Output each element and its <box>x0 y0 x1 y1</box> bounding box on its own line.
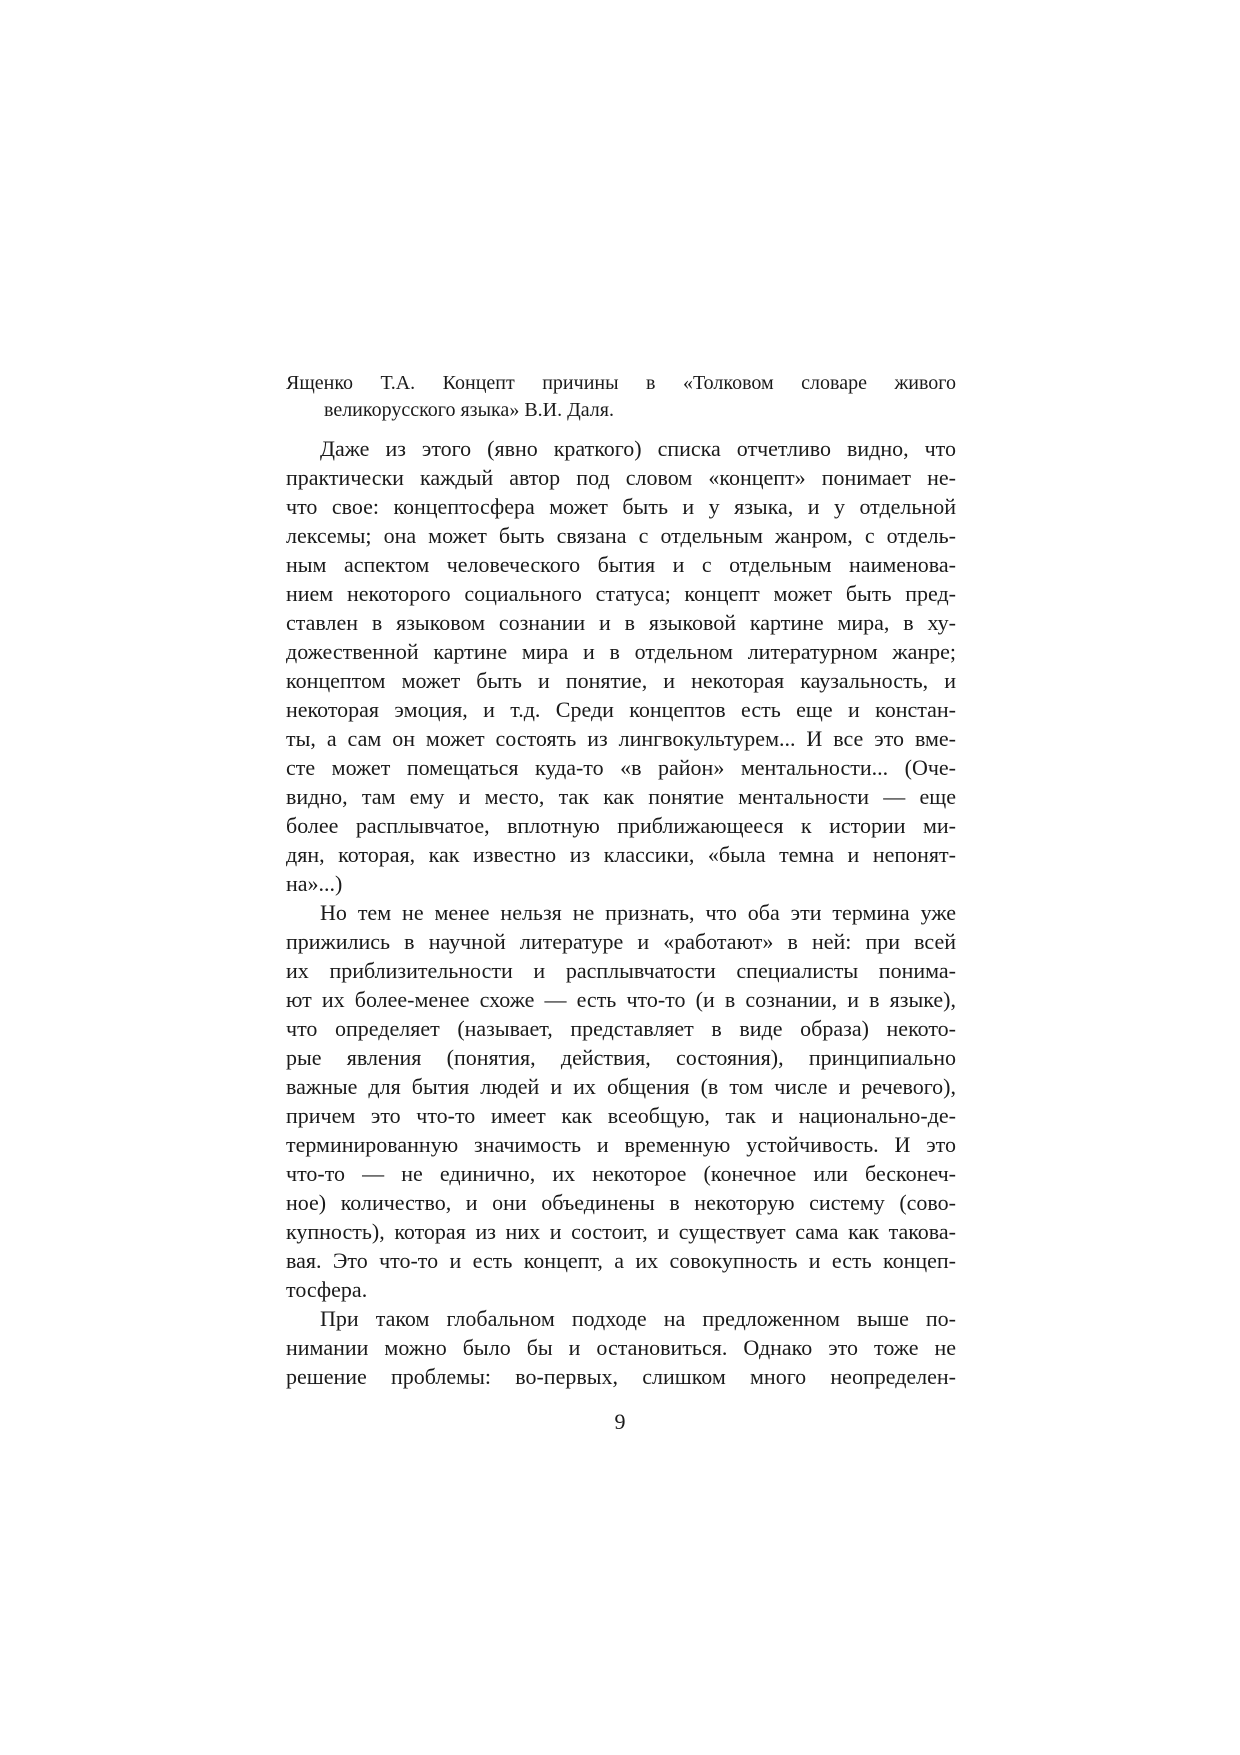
text-line: решение проблемы: во-первых, слишком много неопределен- <box>286 1364 956 1389</box>
text-line: концептом может быть и понятие, и некоторая каузальность, и <box>286 668 956 693</box>
text-line: что-то — не единично, их некоторое (конечное или бесконеч- <box>286 1161 956 1186</box>
text-line: ют их более-менее схоже — есть что-то (и в сознании, и в языке), <box>286 987 956 1012</box>
text-line: практически каждый автор под словом «концепт» понимает не- <box>286 465 956 490</box>
text-line: лексемы; она может быть связана с отдельным жанром, с отдель- <box>286 523 956 548</box>
text-line: сте может помещаться куда-то «в район» ментальности... (Оче- <box>286 755 956 780</box>
text-line: ты, а сам он может состоять из лингвокультурем... И все это вме- <box>286 726 956 751</box>
text-line: ным аспектом человеческого бытия и с отдельным наименова- <box>286 552 956 577</box>
paragraph <box>286 434 956 898</box>
text-line: прижились в научной литературе и «работают» в ней: при всей <box>286 929 956 954</box>
text-line: нимании можно было бы и остановиться. Однако это тоже не <box>286 1335 956 1360</box>
text-line: Даже из этого (явно краткого) списка отчетливо видно, что <box>320 436 956 461</box>
text-line: При таком глобальном подходе на предложенном выше по- <box>320 1306 956 1331</box>
text-line: более расплывчатое, вплотную приближающееся к истории ми- <box>286 813 956 838</box>
page-text <box>286 370 956 1391</box>
bibliography-entry <box>286 370 956 424</box>
text-line: тосфера. <box>286 1277 368 1302</box>
bibliography-line: Ященко Т.А. Концепт причины в «Толковом словаре живого <box>286 372 956 394</box>
text-line: ное) количество, и они объединены в некоторую систему (сово- <box>286 1190 956 1215</box>
text-line: ставлен в языковом сознании и в языковой картине мира, в ху- <box>286 610 956 635</box>
text-line: важные для бытия людей и их общения (в том числе и речевого), <box>286 1074 956 1099</box>
text-line: дян, которая, как известно из классики, «была темна и непонят- <box>286 842 956 867</box>
page-number: 9 <box>614 1409 626 1434</box>
text-line: их приблизительности и расплывчатости специалисты понима- <box>286 958 956 983</box>
text-line: видно, там ему и место, так как понятие ментальности — еще <box>286 784 956 809</box>
text-line: купность), которая из них и состоит, и существует сама как такова- <box>286 1219 956 1244</box>
text-line: причем это что-то имеет как всеобщую, так и национально-де- <box>286 1103 956 1128</box>
bibliography-line: великорусского языка» В.И. Даля. <box>324 399 614 421</box>
text-line: вая. Это что-то и есть концепт, а их совокупность и есть концеп- <box>286 1248 956 1273</box>
text-line: нием некоторого социального статуса; концепт может быть пред- <box>286 581 956 606</box>
text-line: Но тем не менее нельзя не признать, что оба эти термина уже <box>320 900 956 925</box>
text-line: дожественной картине мира и в отдельном литературном жанре; <box>286 639 956 664</box>
text-line: рые явления (понятия, действия, состояния), принципиально <box>286 1045 956 1070</box>
text-line: некоторая эмоция, и т.д. Среди концептов есть еще и констан- <box>286 697 956 722</box>
text-line: что свое: концептосфера может быть и у языка, и у отдельной <box>286 494 956 519</box>
text-line: на»...) <box>286 871 343 896</box>
text-line: что определяет (называет, представляет в виде образа) некото- <box>286 1016 956 1041</box>
text-line: терминированную значимость и временную устойчивость. И это <box>286 1132 956 1157</box>
paragraph <box>286 898 956 1304</box>
paragraph <box>286 1304 956 1391</box>
